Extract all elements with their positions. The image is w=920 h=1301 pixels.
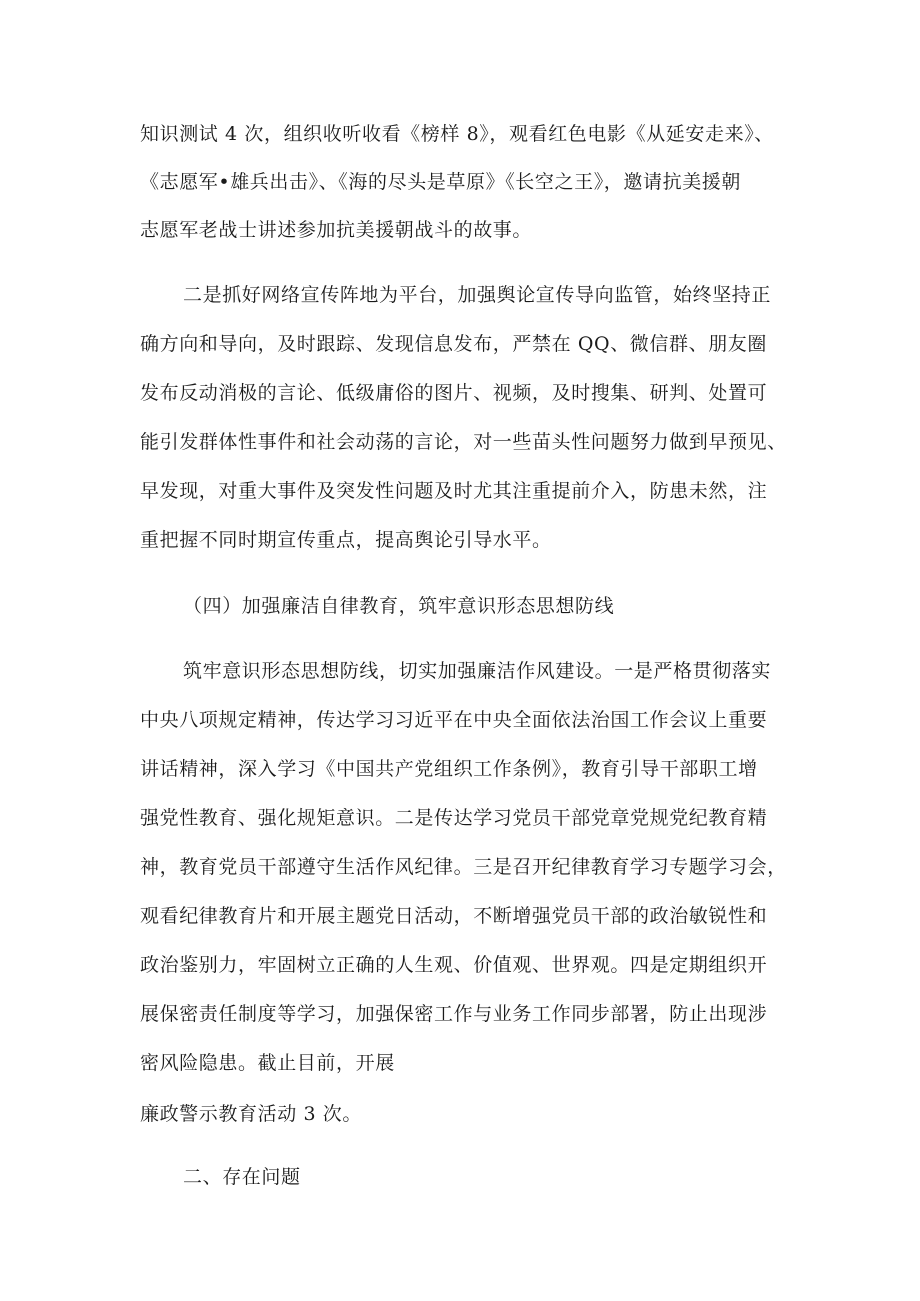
paragraph-2-line-5: 早发现，对重大事件及突发性问题及时尤其注重提前介入，防患未然，注	[140, 480, 768, 502]
paragraph-3-line-3: 讲话精神，深入学习《中国共产党组织工作条例》，教育引导干部职工增	[140, 758, 758, 780]
paragraph-1-line-1: 知识测试 4 次，组织收听收看《榜样 8》，观看红色电影《从延安走来》、	[140, 123, 774, 145]
paragraph-2-line-3: 发布反动消极的言论、低级庸俗的图片、视频，及时搜集、研判、处置可	[140, 382, 768, 404]
section-heading: （四）加强廉洁自律教育，筑牢意识形态思想防线	[183, 595, 615, 617]
paragraph-3-line-5: 神，教育党员干部遵守生活作风纪律。三是召开纪律教育学习专题学习会，	[140, 856, 787, 878]
paragraph-3-line-2: 中央八项规定精神，传达学习习近平在中央全面依法治国工作会议上重要	[140, 709, 768, 731]
paragraph-3-line-4: 强党性教育、强化规矩意识。二是传达学习党员干部党章党规党纪教育精	[140, 807, 768, 829]
paragraph-3-line-1: 筑牢意识形态思想防线，切实加强廉洁作风建设。一是严格贯彻落实	[183, 660, 772, 682]
paragraph-1-line-2: 《志愿军•雄兵出击》、《海的尽头是草原》《长空之王》，邀请抗美援朝	[140, 171, 742, 193]
paragraph-3-line-7: 政治鉴别力，牢固树立正确的人生观、价值观、世界观。四是定期组织开	[140, 954, 768, 976]
paragraph-2-line-1: 二是抓好网络宣传阵地为平台，加强舆论宣传导向监管，始终坚持正	[183, 284, 772, 306]
paragraph-2-line-2: 确方向和导向，及时跟踪、发现信息发布，严禁在 QQ、微信群、朋友圈	[140, 333, 767, 355]
paragraph-1-line-3: 志愿军老战士讲述参加抗美援朝战斗的故事。	[140, 219, 533, 241]
paragraph-3-line-6: 观看纪律教育片和开展主题党日活动，不断增强党员干部的政治敏锐性和	[140, 905, 768, 927]
paragraph-3-line-8: 展保密责任制度等学习，加强保密工作与业务工作同步部署，防止出现涉	[140, 1003, 768, 1025]
paragraph-2-line-6: 重把握不同时期宣传重点，提高舆论引导水平。	[140, 529, 552, 551]
paragraph-3-line-10: 廉政警示教育活动 3 次。	[140, 1103, 362, 1125]
paragraph-3-line-9: 密风险隐患。截止目前，开展	[140, 1052, 395, 1074]
chapter-heading: 二、存在问题	[183, 1166, 301, 1188]
paragraph-2-line-4: 能引发群体性事件和社会动荡的言论，对一些苗头性问题努力做到早预见、	[140, 431, 787, 453]
